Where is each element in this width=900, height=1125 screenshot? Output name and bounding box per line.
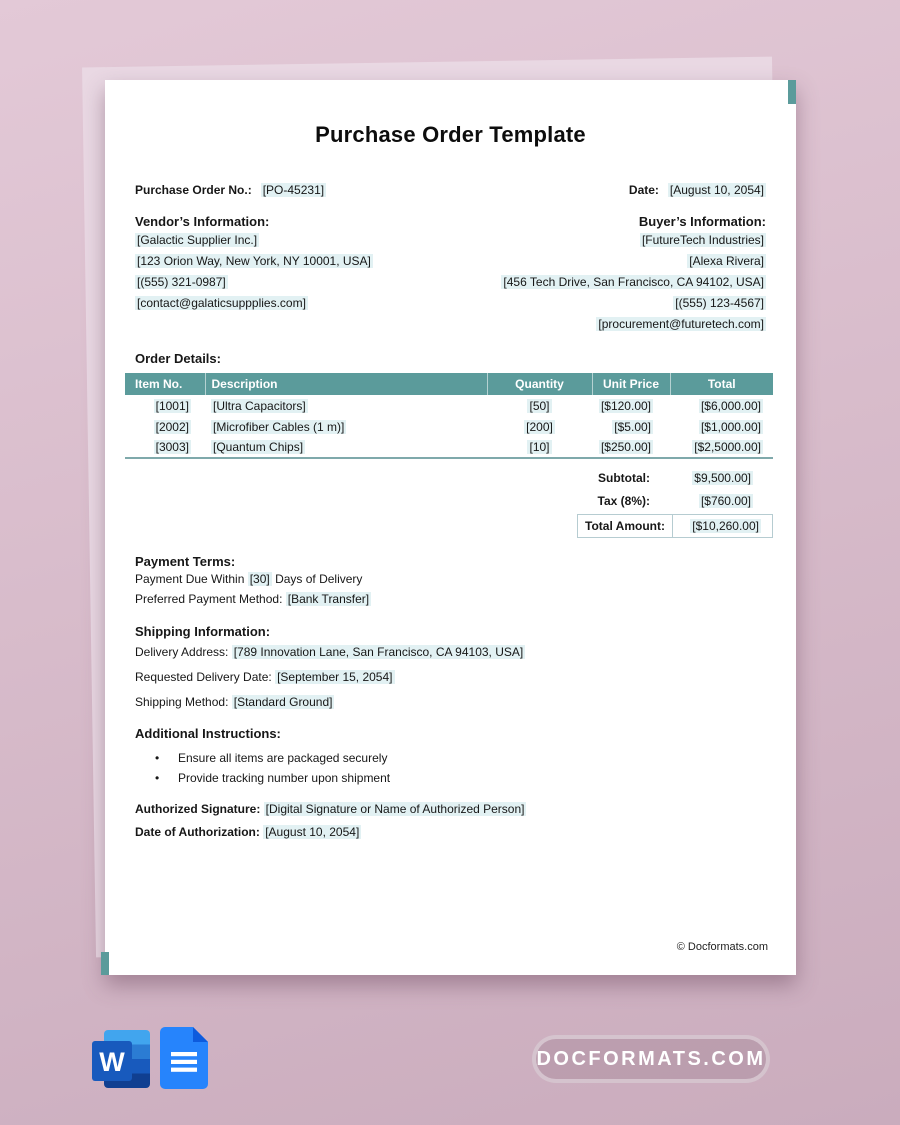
shipping-method-value: [Standard Ground] [233, 695, 333, 709]
table-row [125, 395, 773, 416]
delivery-address-value: [789 Innovation Lane, San Francisco, CA 94103, USA] [233, 645, 524, 659]
vendor-heading: Vendor’s Information: [135, 214, 270, 229]
shipping-method-line: Shipping Method: [Standard Ground] [135, 695, 333, 709]
column-header-description: Description [205, 373, 487, 395]
cell-unit-price: [$250.00] [592, 437, 670, 458]
subtotal-label: Subtotal: [598, 470, 650, 485]
po-number-value: [PO-45231] [262, 183, 325, 197]
list-item [135, 769, 766, 789]
delivery-date-line: Requested Delivery Date: [September 15, 2054] [135, 670, 393, 684]
payment-due-line: Payment Due Within [30] Days of Delivery [135, 572, 363, 586]
vendor-address: [123 Orion Way, New York, NY 10001, USA] [137, 254, 371, 268]
additional-instructions-heading: Additional Instructions: [135, 726, 281, 741]
payment-method-value: [Bank Transfer] [287, 591, 370, 606]
page-title: Purchase Order Template [315, 122, 586, 147]
vendor-name: [Galactic Supplier Inc.] [137, 233, 258, 247]
bullet-icon: • [155, 770, 160, 785]
cell-item-no: [2002] [155, 419, 189, 434]
copyright-note: © Docformats.com [676, 941, 768, 953]
buyer-line [501, 230, 766, 251]
authorized-signature-label: Authorized Signature: [135, 802, 264, 816]
buyer-info-column [501, 213, 766, 335]
tax-label: Tax (8%): [597, 493, 650, 508]
cell-total: [$2,5000.00] [670, 437, 773, 458]
cell-quantity: [200] [526, 419, 553, 434]
totals-section [125, 467, 773, 538]
vendor-line [135, 272, 373, 293]
parties-info-section [135, 213, 766, 335]
cell-item-no: [1001] [155, 398, 189, 413]
payment-terms-section [135, 553, 766, 609]
subtotal-row [125, 467, 773, 488]
bullet-text: Ensure all items are packaged securely [178, 751, 388, 765]
total-amount-box [577, 514, 773, 538]
column-header-quantity: Quantity [487, 373, 592, 395]
delivery-address-line: Delivery Address: [789 Innovation Lane, San Francisco, CA 94103, USA] [135, 645, 524, 659]
subtotal-value: $9,500.00] [694, 470, 751, 485]
tax-value: [$760.00] [700, 493, 751, 508]
buyer-heading: Buyer’s Information: [638, 214, 766, 229]
buyer-contact: [Alexa Rivera] [689, 254, 764, 268]
po-number-group [135, 183, 326, 197]
shipping-info-section [135, 623, 766, 715]
vendor-phone: [(555) 321-0987] [137, 275, 226, 289]
authorization-date-line [135, 825, 766, 839]
buyer-line [501, 293, 766, 314]
column-header-total: Total [670, 373, 773, 395]
order-details-heading: Order Details: [135, 351, 221, 366]
total-amount-label: Total Amount: [578, 515, 673, 537]
buyer-line [501, 314, 766, 335]
vendor-line [135, 251, 373, 272]
po-number-row [135, 183, 766, 197]
cell-description: [Microfiber Cables (1 m)] [213, 419, 345, 434]
buyer-line [501, 272, 766, 293]
date-group [629, 183, 766, 197]
page-accent-tab-bottom-left [101, 952, 109, 975]
word-letter: W [99, 1047, 125, 1077]
vendor-email: [contact@galaticsuppplies.com] [137, 296, 306, 310]
date-value: [August 10, 2054] [669, 183, 764, 197]
bullet-icon: • [155, 751, 160, 765]
list-item [135, 749, 766, 769]
table-row [125, 416, 773, 437]
order-items-table [125, 373, 773, 459]
cell-quantity: [50] [529, 398, 550, 413]
buyer-address: [456 Tech Drive, San Francisco, CA 94102, USA] [503, 275, 764, 289]
shipping-info-heading: Shipping Information: [135, 624, 271, 639]
cell-description: [Quantum Chips] [205, 437, 487, 458]
docformats-badge[interactable]: DOCFORMATS.COM [532, 1035, 770, 1083]
tax-row [125, 490, 773, 511]
cell-quantity: [10] [487, 437, 592, 458]
buyer-company: [FutureTech Industries] [641, 233, 764, 247]
authorization-date-value: [August 10, 2054] [265, 825, 360, 839]
column-header-unit-price: Unit Price [592, 373, 670, 395]
cell-description: [Ultra Capacitors] [213, 398, 306, 413]
vendor-line [135, 293, 373, 314]
buyer-email: [procurement@futuretech.com] [598, 317, 764, 331]
payment-due-days-value: [30] [249, 572, 270, 586]
google-docs-icon[interactable] [160, 1027, 208, 1089]
vendor-info-column [135, 213, 373, 335]
payment-terms-heading: Payment Terms: [135, 554, 236, 569]
bullet-text: Provide tracking number upon shipment [178, 770, 391, 785]
po-number-label: Purchase Order No.: [135, 183, 252, 197]
authorization-date-label: Date of Authorization: [135, 825, 264, 839]
cell-unit-price: [$5.00] [614, 419, 651, 434]
column-header-item-no: Item No. [125, 373, 205, 395]
authorized-signature-value: [Digital Signature or Name of Authorized Person] [265, 802, 525, 816]
total-amount-value: [$10,260.00] [692, 519, 759, 533]
cell-total: [$6,000.00] [700, 398, 761, 413]
page-accent-tab-top-right [788, 80, 796, 104]
authorized-signature-line [135, 802, 766, 816]
vendor-line [135, 230, 373, 251]
buyer-line [501, 251, 766, 272]
cell-item-no: [3003] [125, 437, 205, 458]
ms-word-icon[interactable] [92, 1030, 150, 1088]
delivery-date-value: [September 15, 2054] [277, 670, 393, 684]
date-label: Date: [628, 183, 659, 197]
purchase-order-page [105, 80, 796, 975]
additional-instructions-section [135, 725, 766, 788]
cell-total: [$1,000.00] [700, 419, 761, 434]
table-row [125, 437, 773, 458]
cell-unit-price: [$120.00] [600, 398, 651, 413]
table-header-row [125, 373, 773, 395]
buyer-phone: [(555) 123-4567] [675, 296, 764, 310]
payment-method-line: Preferred Payment Method: [Bank Transfer] [135, 591, 370, 606]
